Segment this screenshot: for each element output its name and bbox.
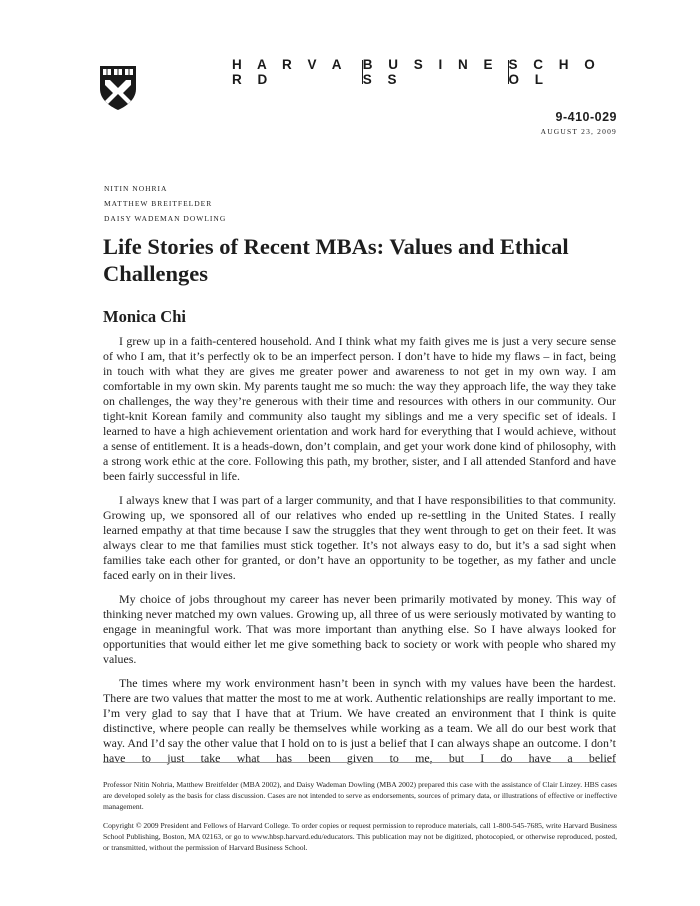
case-body [103,334,616,775]
footnotes [103,779,617,861]
school-masthead [232,57,620,87]
masthead-word-harvard: H A R V A R D [232,57,348,87]
case-number: 9-410-029 [555,110,617,124]
author-name: MATTHEW BREITFELDER [104,199,213,208]
body-paragraph: The times where my work environment hasn’t been in synch with my values have been the hardest. There are two values that matter the most to me at work. Authentic relationships are really important to me. I’m very glad to say that I have that at Trium. We have created an environment that I think is quite distinctive, where people can really be themselves while working as a team. We all do our best work that way. And I’d say the other value that I hold on to is just a belief that I can always shape an outcome. I don’t have to just take what has been given to me, but I do have a belief [103,676,616,765]
hbs-shield-logo [99,65,137,111]
section-heading: Monica Chi [103,307,186,326]
author-list [104,181,226,226]
copyright-note: Copyright © 2009 President and Fellows of Harvard College. To order copies or request permission to reproduce materials, call 1-800-545-7685, write Harvard Business School Publishing, Boston, MA 02163, or go to www.hbsp.harvard.edu/educators. This publication may not be digitized, photocopied, or otherwise reproduced, posted, or transmitted, without the permission of Harvard Business School. [103,821,617,852]
body-paragraph: I grew up in a faith-centered household. And I think what my faith gives me is just a very secure sense of who I am, that it’s perfectly ok to be an imperfect person. I don’t have to hide my flaws – in fact, being in touch with what they are gives me greater power and awareness to not get in my own way. I am comfortable in my own skin. My parents taught me so much: the way they approach life, the way they take on challenges, the way they’re generous with their time and resources with others in our community. Our tight-knit Korean family and community also taught my siblings and me a very specific set of ideals. I learned to have a high achievement orientation and work hard for everything that I would achieve, without a sense of entitlement. It is a heads-down, don’t complain, and get your work done kind of philosophy, with a strong work ethic at the core. Following this path, my brother, sister, and I all attended Stanford and have been fairly successful in life. [103,334,616,483]
body-paragraph: My choice of jobs throughout my career has never been primarily motivated by money. This way of thinking never matched my own values. Growing up, all three of us were seriously motivated by wanting to engage in meaningful work. That was more important than anything else. So I have always looked for opportunities that would either let me give something back to society or work with people who shared my values. [103,592,616,666]
authorship-note: Professor Nitin Nohria, Matthew Breitfelder (MBA 2002), and Daisy Wademan Dowling (MBA 2002) prepared this case with the assistance of Clair Linzey. HBS cases are developed solely as the basis for class discussion. Cases are not intended to serve as endorsements, sources of primary data, or illustrations of effective or ineffective management. [103,780,617,811]
case-date: AUGUST 23, 2009 [540,127,617,136]
masthead-word-business: B U S I N E S S [362,57,499,87]
author-name: DAISY WADEMAN DOWLING [104,214,227,223]
masthead-word-school: S C H O O L [508,57,601,87]
case-title: Life Stories of Recent MBAs: Values and Ethical Challenges [103,234,569,286]
author-name: NITIN NOHRIA [104,184,168,193]
footnote-divider [103,762,616,763]
body-paragraph: I always knew that I was part of a larger community, and that I have responsibilities to that community. Growing up, we sponsored all of our relatives who ended up re-settling in the United States. I really learned empathy at that time because I saw the struggles that they went through to get on their feet. It was always clear to me that families must stick together. It’s not always easy to do, but it’s a sad sight when families take each other for granted, or don’t have an opportunity to be together, as my father and uncle faced early on in their lives. [103,493,616,582]
